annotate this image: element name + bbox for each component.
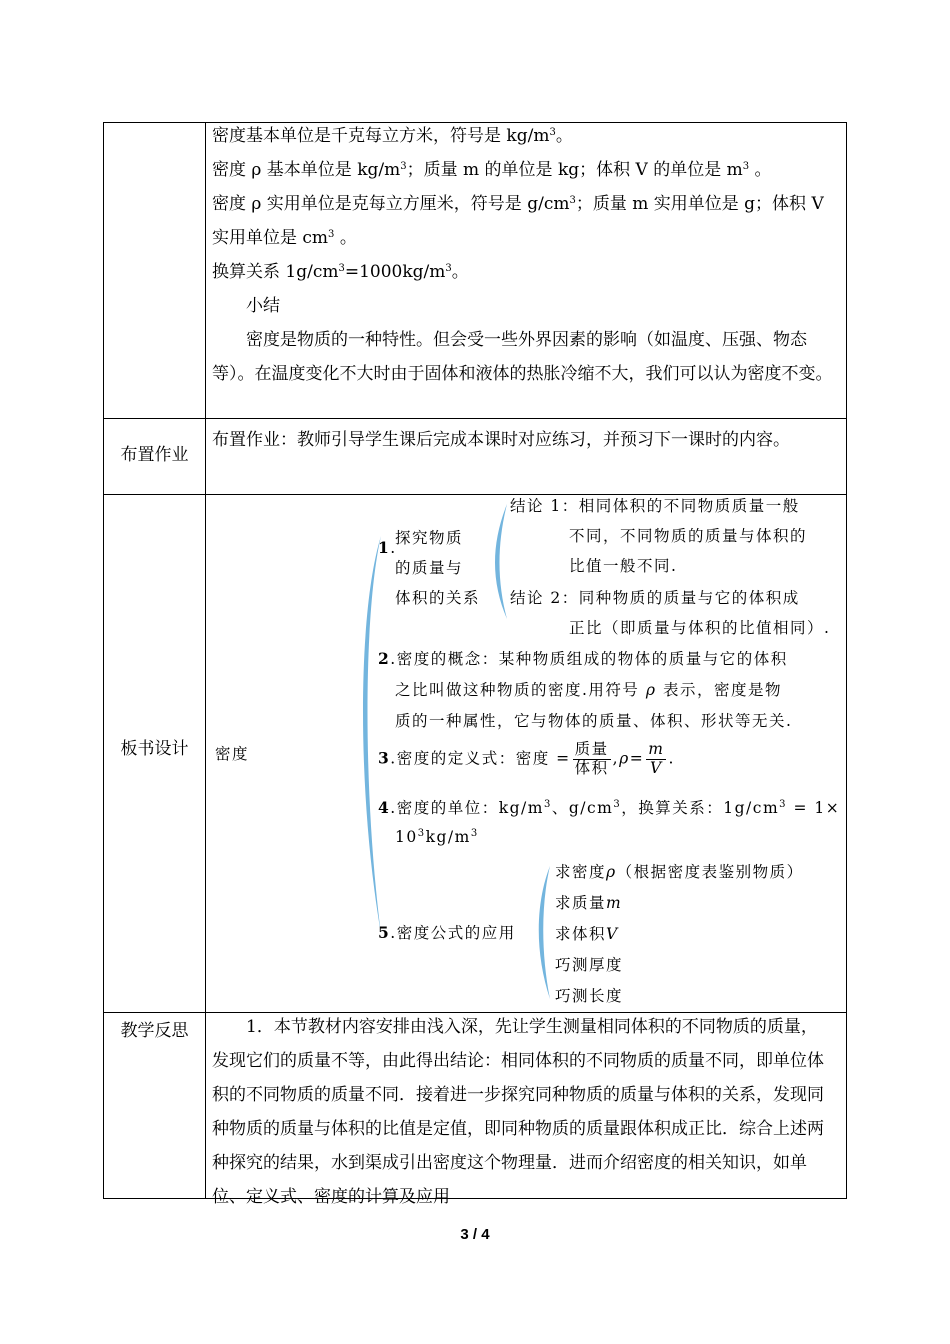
app-length: 巧测长度 (555, 987, 624, 1005)
page-number: 3 / 4 (460, 1226, 490, 1243)
item1-number: 1 (378, 538, 391, 557)
summary-text: 密度是物质的一种特性。但会受一些外界因素的影响（如温度、压强、物态等）。在温度变化不大时由于固体和液体的热胀冷缩不大，我们可以认为密度不变。 (212, 330, 833, 384)
board-design-label: 板书设计 (120, 739, 189, 759)
conclusion1-line1: 结论 1：相同体积的不同物质质量一般 (510, 497, 800, 515)
app-density: 求密度ρ（根据密度表鉴别物质） (555, 863, 804, 881)
conclusion1-line3: 比值一般不同. (569, 557, 678, 575)
item4-line1: 4.密度的单位：$kg/m^3$、$g/cm^3$，换算关系：$1g/cm^3 = 1\times$ (378, 798, 841, 817)
lesson-table (103, 122, 847, 1207)
conclusion2-line2: 正比（即质量与体积的比值相同）. (569, 619, 831, 637)
app-thickness: 巧测厚度 (555, 956, 624, 974)
item2-line3: 质的一种属性，它与物体的质量、体积、形状等无关. (395, 712, 793, 730)
item1-line1: 探究物质 (395, 529, 464, 547)
density-units-cell: 密度基本单位是千克每立方米，符号是 $kg/m^3$。 密度 ρ 基本单位是 $kg/m^3$；质量 m 的单位是 kg；体积 V 的单位是 $m^3$ 。 密度 ρ 实用单位是克每立方厘米，符号是 $g/cm^3$；质量 m 实用单位是 g；体积 V 实用单位是 $cm^3$ 。 换算关系 $1g/cm^3=1000kg/m^3$。 小结 密度是物质的一种特性。但会受一些外界因素的影响（如温度、压强、物态等）。在温度变化不大时由于固体和液体的热胀冷缩不大，我们可以认为密度不变。 (212, 119, 834, 391)
summary-heading: 小结 (246, 296, 280, 316)
board-design-diagram: 密度 1. 探究物质 的质量与 体积的关系 结论 1：相同体积的不同物质质量一般 不同，不同物质的质量与体积的 比值一般不同. 结论 2：同种物质的质量与它的体积成 正比（即质量与体积的比值相同）. 2.密度的概念：某种物质组成的物体的质量与它的体积 之比叫做这种物质的密度.用符号 ρ 表示，密度是物 质的一种属性，它与物体的质量、体积、形状等无关. 3.密度的定义式：密度 = $\frac{\text{质量}}{\text{体积}}$ ,ρ= $\frac{m}{V}$ . 4.密度的单位：$kg/m^3$、$g/cm^3$，换算关系：$1g/cm^3 = 1\times$ $10^3kg/m^3$ 求密度ρ（根据密度表鉴别物质） 求质量m 5.密度公式的应用 求体积V 巧测厚度 巧测长度 (205, 494, 846, 1012)
homework-text: 布置作业：教师引导学生课后完成本课时对应练习，并预习下一课时的内容。 (212, 430, 790, 450)
item2-line2: 之比叫做这种物质的密度.用符号 ρ 表示，密度是物 (395, 681, 782, 699)
reflection-text: 1．本节教材内容安排由浅入深，先让学生测量相同体积的不同物质的质量，发现它们的质量不等，由此得出结论：相同体积的不同物质的质量不同，即单位体积的不同物质的质量不同．接着进一步探究同种物质的质量与体积的关系，发现同种物质的质量与体积的比值是定值，即同种物质的质量跟体积成正比．综合上述两种探究的结果，水到渠成引出密度这个物理量．进而介绍密度的相关知识，如单位、定义式、密度的计算及应用 (212, 1017, 824, 1207)
item4-line2: $10^3kg/m^3$ (395, 828, 479, 846)
item2-line1: 2.密度的概念：某种物质组成的物体的质量与它的体积 (378, 649, 788, 668)
item5-label: 5.密度公式的应用 (378, 923, 516, 942)
reflection-label: 教学反思 (120, 1021, 189, 1041)
item1-line3: 体积的关系 (395, 589, 481, 607)
app-mass: 求质量m (555, 894, 623, 912)
app-volume: 求体积V (555, 925, 619, 943)
conclusion2-line1: 结论 2：同种物质的质量与它的体积成 (510, 589, 800, 607)
item3-formula: 3.密度的定义式：密度 = $\frac{\text{质量}}{\text{体积}}$ ,ρ= $\frac{m}{V}$ . (378, 740, 675, 777)
conclusion1-line2: 不同，不同物质的质量与体积的 (569, 527, 808, 545)
homework-label: 布置作业 (120, 445, 189, 465)
board-root: 密度 (215, 745, 250, 763)
row-divider (104, 418, 846, 419)
item1-line2: 的质量与 (395, 559, 464, 577)
